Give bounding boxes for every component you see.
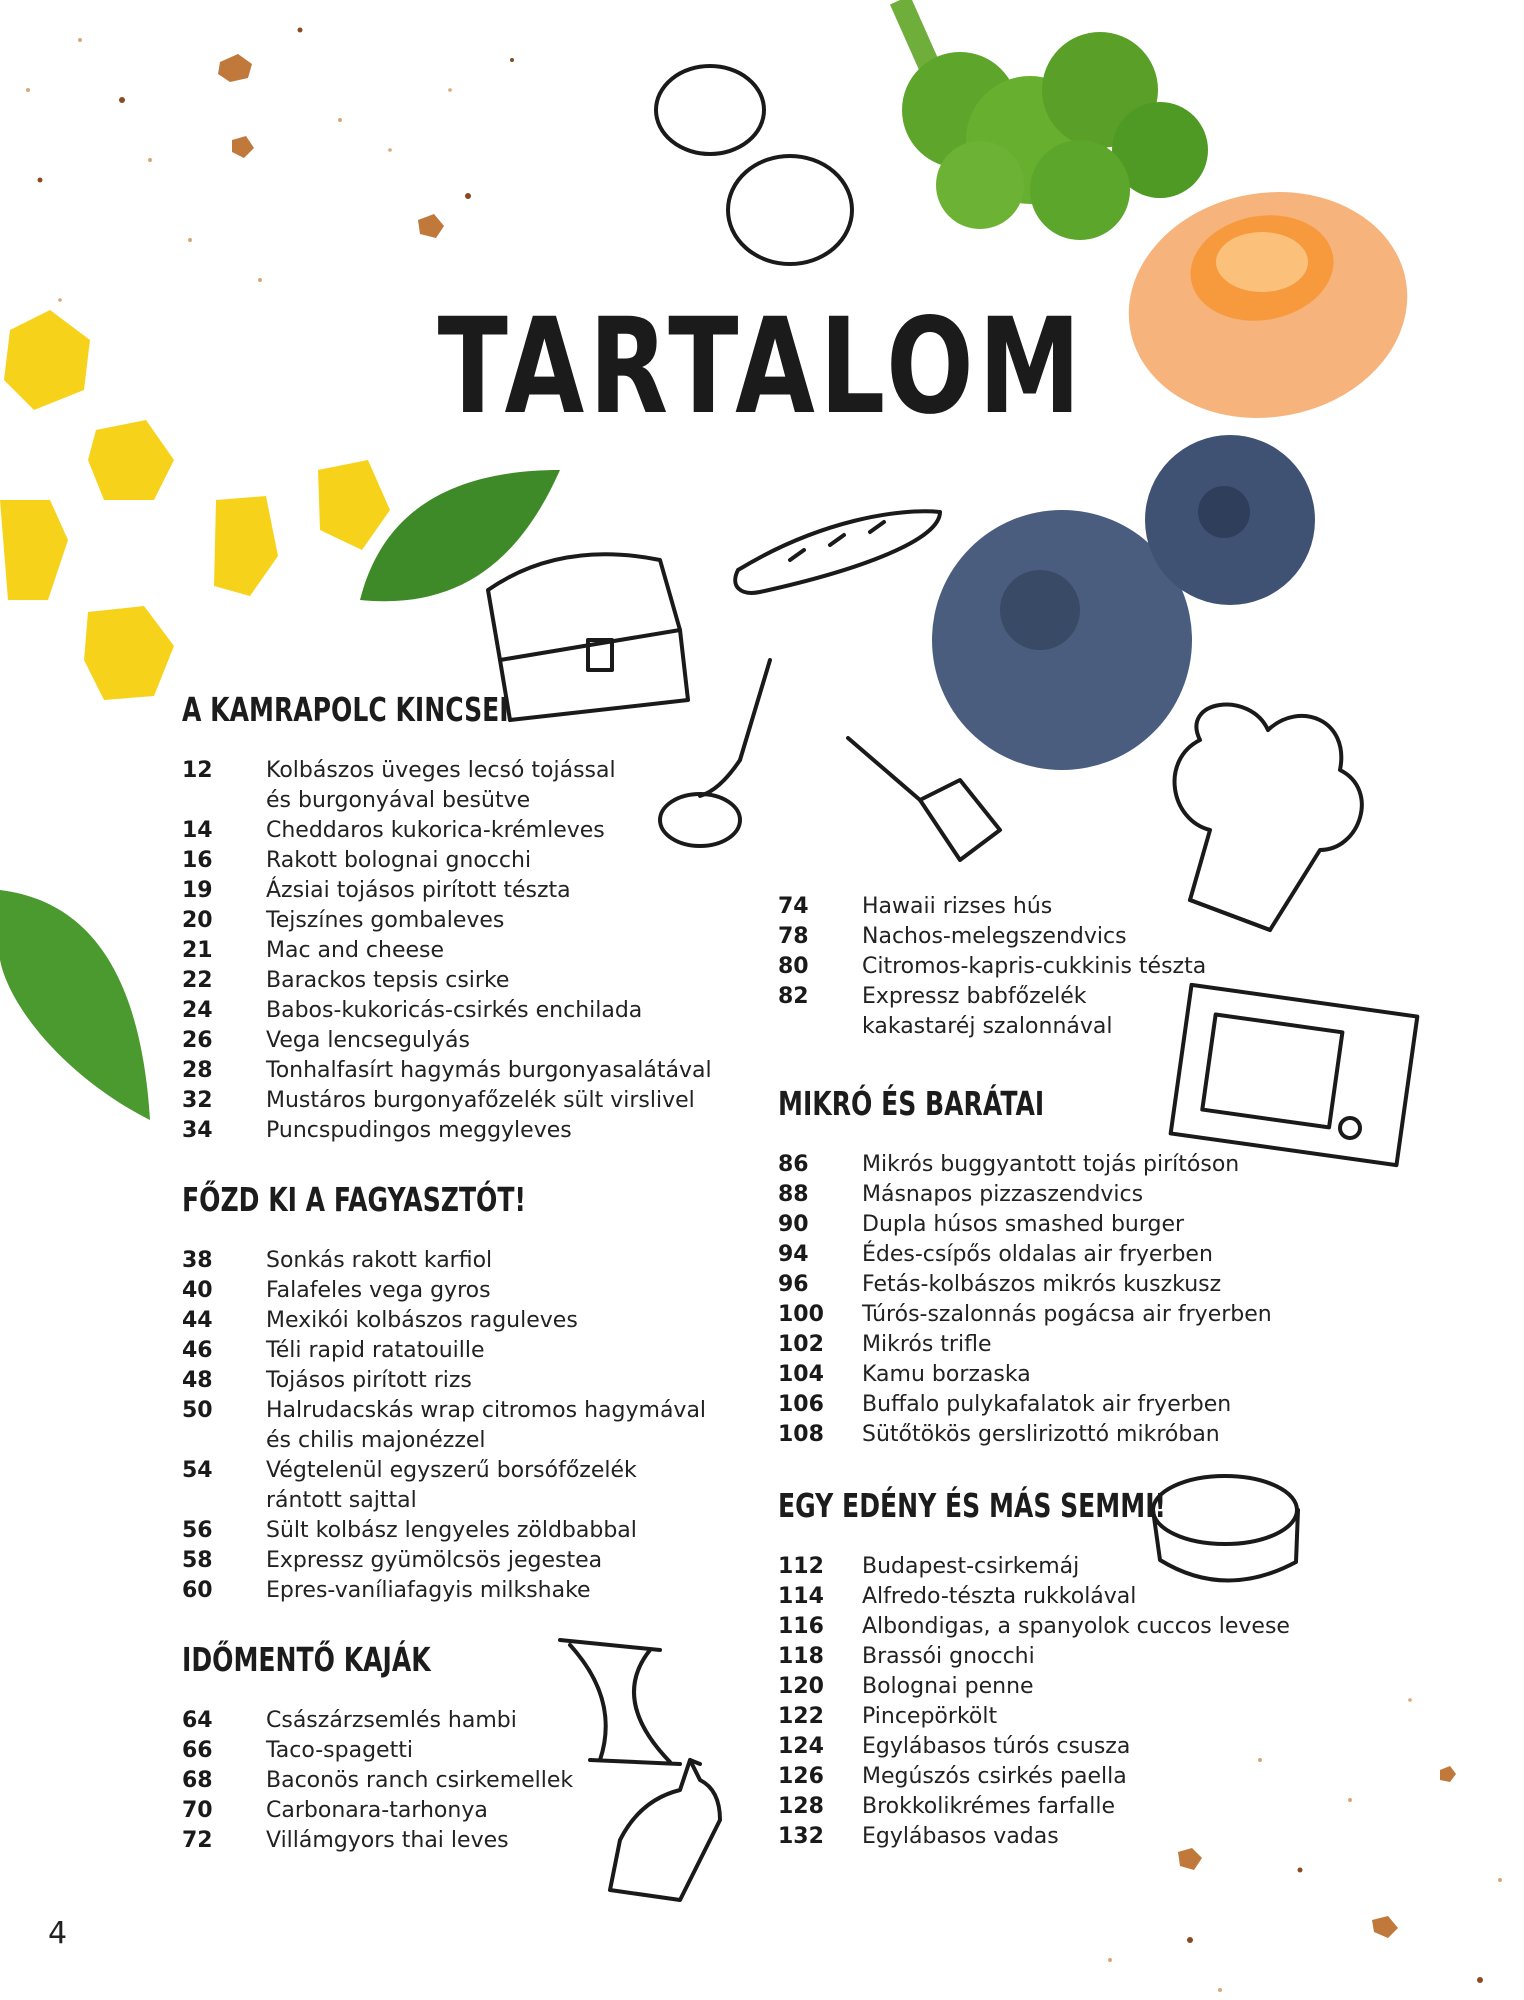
toc-entry <box>182 1366 742 1396</box>
toc-entry <box>778 1420 1338 1450</box>
toc-entry <box>182 1026 742 1056</box>
entry-list <box>182 756 742 1146</box>
entry-page-number: 16 <box>182 848 213 873</box>
entry-title: Brokkolikrémes farfalle <box>862 1794 1116 1819</box>
toc-entry <box>778 982 1338 1042</box>
toc-entry <box>778 1672 1338 1702</box>
entry-title: Epres-vaníliafagyis milkshake <box>266 1578 591 1603</box>
toc-entry <box>182 1396 742 1456</box>
entry-page-number: 120 <box>778 1674 824 1699</box>
section-heading: A KAMRAPOLC KINCSEI <box>182 690 509 729</box>
entry-page-number: 124 <box>778 1734 824 1759</box>
entry-page-number: 21 <box>182 938 213 963</box>
entry-title: Citromos-kapris-cukkinis tészta <box>862 954 1207 979</box>
toc-entry <box>182 906 742 936</box>
entry-title: Fetás-kolbászos mikrós kuszkusz <box>862 1272 1222 1297</box>
entry-title: Ázsiai tojásos pirított tészta <box>266 878 571 903</box>
entry-title: Bolognai penne <box>862 1674 1034 1699</box>
section-heading: IDŐMENTŐ KAJÁK <box>182 1640 431 1679</box>
toc-entry <box>182 1706 742 1736</box>
entry-title: Expressz babfőzelék kakastaréj szalonnával <box>862 984 1113 1039</box>
entry-page-number: 64 <box>182 1708 213 1733</box>
entry-page-number: 74 <box>778 894 809 919</box>
entry-page-number: 14 <box>182 818 213 843</box>
entry-title: Végtelenül egyszerű borsófőzelék rántott sajttal <box>266 1458 637 1513</box>
entry-page-number: 104 <box>778 1362 824 1387</box>
entry-title: Egylábasos túrós csusza <box>862 1734 1131 1759</box>
section-idomento <box>182 1640 742 1856</box>
entry-title: Másnapos pizzaszendvics <box>862 1182 1144 1207</box>
entry-page-number: 82 <box>778 984 809 1009</box>
toc-entry <box>778 1822 1338 1852</box>
toc-entry <box>182 1086 742 1116</box>
toc-entry <box>778 1180 1338 1210</box>
entry-page-number: 118 <box>778 1644 824 1669</box>
entry-page-number: 48 <box>182 1368 213 1393</box>
entry-page-number: 58 <box>182 1548 213 1573</box>
entry-page-number: 26 <box>182 1028 213 1053</box>
entry-page-number: 122 <box>778 1704 824 1729</box>
entry-page-number: 108 <box>778 1422 824 1447</box>
entry-page-number: 50 <box>182 1398 213 1423</box>
entry-title: Falafeles vega gyros <box>266 1278 491 1303</box>
entry-page-number: 56 <box>182 1518 213 1543</box>
entry-page-number: 90 <box>778 1212 809 1237</box>
entry-list <box>778 892 1338 1042</box>
entry-title: Budapest-csirkemáj <box>862 1554 1080 1579</box>
page-title: TARTALOM <box>437 290 1086 444</box>
entry-page-number: 22 <box>182 968 213 993</box>
entry-title: Tejszínes gombaleves <box>266 908 505 933</box>
entry-page-number: 66 <box>182 1738 213 1763</box>
toc-entry <box>182 1276 742 1306</box>
entry-page-number: 40 <box>182 1278 213 1303</box>
entry-title: Villámgyors thai leves <box>266 1828 509 1853</box>
entry-title: Nachos-melegszendvics <box>862 924 1127 949</box>
entry-page-number: 126 <box>778 1764 824 1789</box>
toc-entry <box>182 1056 742 1086</box>
section-heading: EGY EDÉNY ÉS MÁS SEMMI! <box>778 1486 1167 1525</box>
toc-entry <box>182 1766 742 1796</box>
toc-entry <box>778 1612 1338 1642</box>
toc-entry <box>182 756 742 816</box>
entry-page-number: 72 <box>182 1828 213 1853</box>
section-mikro <box>778 1084 1338 1450</box>
entry-title: Mustáros burgonyafőzelék sült virslivel <box>266 1088 695 1113</box>
entry-page-number: 94 <box>778 1242 809 1267</box>
toc-entry <box>182 966 742 996</box>
entry-title: Megúszós csirkés paella <box>862 1764 1127 1789</box>
entry-page-number: 78 <box>778 924 809 949</box>
entry-title: Dupla húsos smashed burger <box>862 1212 1185 1237</box>
toc-entry <box>182 846 742 876</box>
toc-entry <box>778 952 1338 982</box>
entry-title: Barackos tepsis csirke <box>266 968 510 993</box>
entry-page-number: 112 <box>778 1554 824 1579</box>
toc-entry <box>778 922 1338 952</box>
entry-page-number: 68 <box>182 1768 213 1793</box>
entry-title: Cheddaros kukorica-krémleves <box>266 818 605 843</box>
toc-entry <box>778 1762 1338 1792</box>
toc-entry <box>778 1732 1338 1762</box>
toc-entry <box>182 816 742 846</box>
entry-list <box>182 1246 742 1606</box>
entry-title: Buffalo pulykafalatok air fryerben <box>862 1392 1232 1417</box>
toc-entry <box>182 1796 742 1826</box>
toc-entry <box>778 1300 1338 1330</box>
toc-entry <box>182 1516 742 1546</box>
entry-title: Mexikói kolbászos raguleves <box>266 1308 578 1333</box>
entry-title: Babos-kukoricás-csirkés enchilada <box>266 998 643 1023</box>
entry-page-number: 34 <box>182 1118 213 1143</box>
entry-title: Mikrós buggyantott tojás pirítóson <box>862 1152 1240 1177</box>
section-egy-eden <box>778 1486 1338 1852</box>
entry-title: Brassói gnocchi <box>862 1644 1035 1669</box>
toc-entry <box>182 876 742 906</box>
entry-title: Sütőtökös gerslirizottó mikróban <box>862 1422 1220 1447</box>
entry-title: Rakott bolognai gnocchi <box>266 848 532 873</box>
toc-entry <box>778 1150 1338 1180</box>
entry-title: Expressz gyümölcsös jegestea <box>266 1548 603 1573</box>
entry-title: Téli rapid ratatouille <box>266 1338 485 1363</box>
entry-page-number: 70 <box>182 1798 213 1823</box>
entry-page-number: 116 <box>778 1614 824 1639</box>
entry-page-number: 24 <box>182 998 213 1023</box>
entry-title: Alfredo-tészta rukkolával <box>862 1584 1137 1609</box>
entry-title: Túrós-szalonnás pogácsa air fryerben <box>862 1302 1272 1327</box>
section-heading: MIKRÓ ÉS BARÁTAI <box>778 1084 1045 1123</box>
entry-title: Mikrós trifle <box>862 1332 992 1357</box>
entry-page-number: 80 <box>778 954 809 979</box>
toc-entry <box>778 1270 1338 1300</box>
entry-list <box>778 1552 1338 1852</box>
entry-title: Pincepörkölt <box>862 1704 998 1729</box>
toc-entry <box>778 1330 1338 1360</box>
entry-title: Császárzsemlés hambi <box>266 1708 517 1733</box>
entry-page-number: 54 <box>182 1458 213 1483</box>
entry-page-number: 46 <box>182 1338 213 1363</box>
entry-page-number: 44 <box>182 1308 213 1333</box>
entry-page-number: 96 <box>778 1272 809 1297</box>
entry-page-number: 60 <box>182 1578 213 1603</box>
entry-page-number: 128 <box>778 1794 824 1819</box>
spatula-icon <box>848 738 1000 860</box>
entry-title: Puncspudingos meggyleves <box>266 1118 572 1143</box>
entry-title: Taco-spagetti <box>266 1738 413 1763</box>
entry-page-number: 12 <box>182 758 213 783</box>
entry-title: Carbonara-tarhonya <box>266 1798 488 1823</box>
toc-entry <box>778 892 1338 922</box>
entry-list <box>778 1150 1338 1450</box>
toc-entry <box>778 1360 1338 1390</box>
entry-page-number: 38 <box>182 1248 213 1273</box>
entry-page-number: 102 <box>778 1332 824 1357</box>
baguette-icon <box>735 511 940 593</box>
entry-title: Hawaii rizses hús <box>862 894 1053 919</box>
entry-title: Albondigas, a spanyolok cuccos levese <box>862 1614 1290 1639</box>
toc-entry <box>182 996 742 1026</box>
entry-title: Sült kolbász lengyeles zöldbabbal <box>266 1518 637 1543</box>
toc-entry <box>778 1240 1338 1270</box>
section-fagyaszto <box>182 1180 742 1606</box>
toc-entry <box>182 1546 742 1576</box>
entry-page-number: 28 <box>182 1058 213 1083</box>
toc-entry <box>778 1582 1338 1612</box>
entry-page-number: 86 <box>778 1152 809 1177</box>
entry-title: Sonkás rakott karfiol <box>266 1248 493 1273</box>
toc-entry <box>182 1306 742 1336</box>
entry-page-number: 19 <box>182 878 213 903</box>
section-heading: FŐZD KI A FAGYASZTÓT! <box>182 1180 526 1219</box>
entry-title: Vega lencsegulyás <box>266 1028 470 1053</box>
toc-entry <box>778 1642 1338 1672</box>
entry-title: Édes-csípős oldalas air fryerben <box>862 1242 1213 1267</box>
section-kamrapolc <box>182 690 742 1146</box>
potato-icon <box>728 156 852 264</box>
entry-page-number: 114 <box>778 1584 824 1609</box>
entry-page-number: 132 <box>778 1824 824 1849</box>
toc-entry <box>182 1246 742 1276</box>
entry-page-number: 20 <box>182 908 213 933</box>
entry-title: Mac and cheese <box>266 938 445 963</box>
entry-title: Tojásos pirított rizs <box>266 1368 472 1393</box>
entry-title: Baconös ranch csirkemellek <box>266 1768 574 1793</box>
toc-entry <box>182 1336 742 1366</box>
entry-page-number: 88 <box>778 1182 809 1207</box>
entry-title: Halrudacskás wrap citromos hagymával és chilis majonézzel <box>266 1398 707 1453</box>
entry-page-number: 32 <box>182 1088 213 1113</box>
entry-title: Kamu borzaska <box>862 1362 1031 1387</box>
toc-entry <box>182 1826 742 1856</box>
entry-title: Kolbászos üveges lecsó tojással és burgonyával besütve <box>266 758 616 813</box>
toc-entry <box>778 1792 1338 1822</box>
toc-entry <box>182 1576 742 1606</box>
toc-entry <box>778 1552 1338 1582</box>
entry-title: Egylábasos vadas <box>862 1824 1059 1849</box>
entry-page-number: 106 <box>778 1392 824 1417</box>
entry-title: Tonhalfasírt hagymás burgonyasalátával <box>266 1058 712 1083</box>
toc-entry <box>182 1736 742 1766</box>
entry-page-number: 100 <box>778 1302 824 1327</box>
toc-entry <box>182 1456 742 1516</box>
toc-entry <box>182 936 742 966</box>
toc-entry <box>778 1390 1338 1420</box>
entry-list <box>182 1706 742 1856</box>
potato-icon <box>656 66 764 154</box>
toc-entry <box>182 1116 742 1146</box>
toc-entry <box>778 1702 1338 1732</box>
toc-entry <box>778 1210 1338 1240</box>
page-number: 4 <box>48 1916 68 1951</box>
section-continued <box>778 892 1338 1042</box>
